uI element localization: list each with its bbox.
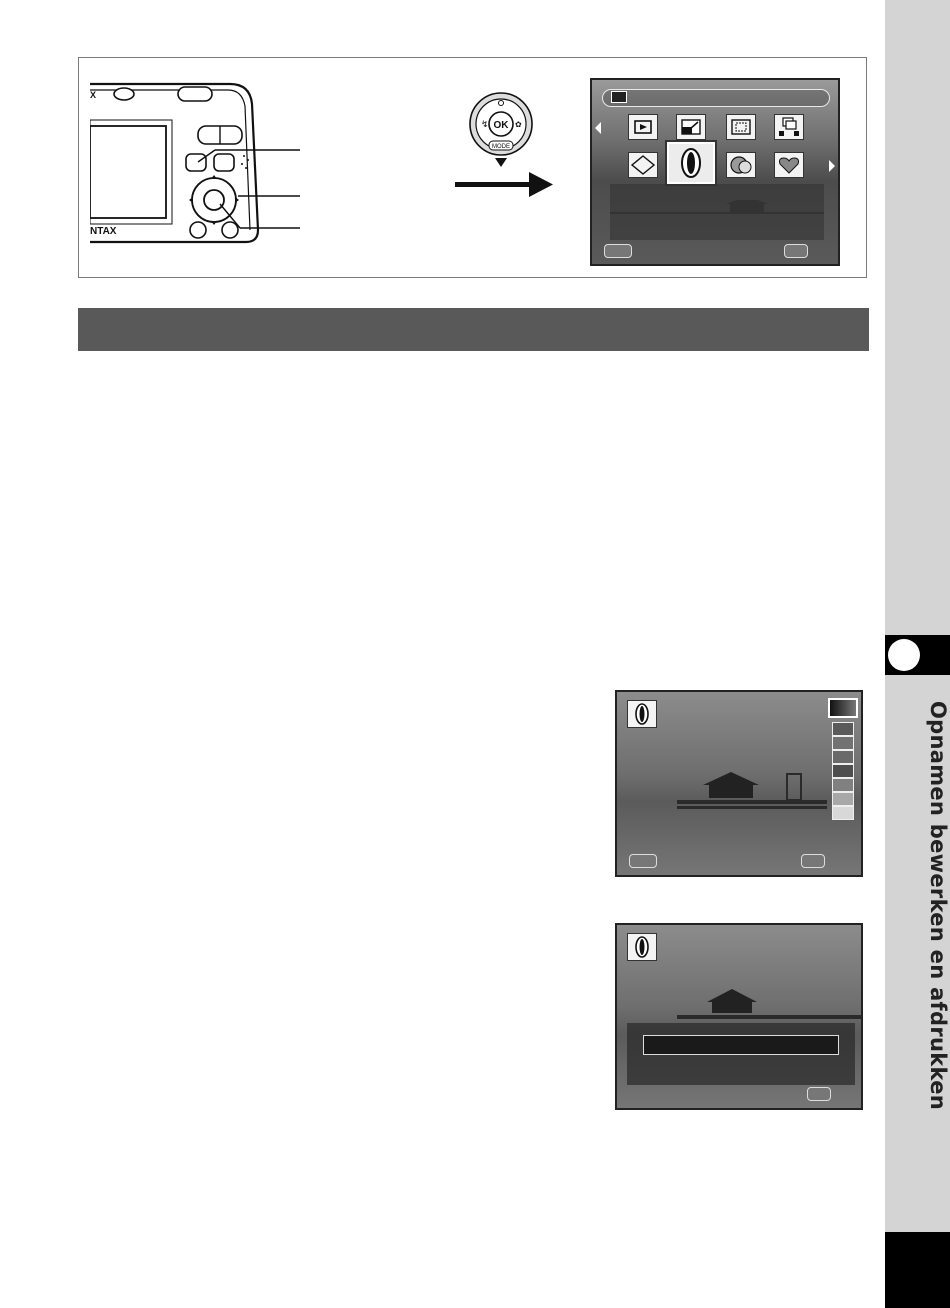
filter-swatch[interactable] [832, 792, 854, 806]
menu-softkey[interactable] [604, 244, 632, 258]
menu-softkey[interactable] [629, 854, 657, 868]
ok-label: OK [493, 120, 509, 131]
filter-swatch[interactable] [832, 736, 854, 750]
digital-filter-icon [627, 933, 657, 961]
digital-filter-icon[interactable] [667, 142, 715, 184]
arrow-right-icon [455, 170, 555, 200]
confirm-option-field[interactable] [643, 1035, 839, 1055]
scroll-left-icon[interactable] [595, 122, 603, 134]
menu-tab-bar [602, 89, 830, 107]
ok-softkey[interactable] [807, 1087, 831, 1101]
brand-fragment-bottom: NTAX [90, 226, 117, 237]
filter-swatch-bw[interactable] [828, 698, 858, 718]
filter-select-screen [615, 690, 863, 877]
filter-swatch[interactable] [832, 750, 854, 764]
brand-fragment-top: X [90, 90, 97, 100]
camera-back-illustration [90, 80, 320, 250]
background-pier-silhouette [610, 200, 824, 240]
ok-softkey[interactable] [801, 854, 825, 868]
section-header-bar [78, 308, 869, 351]
digital-filter-icon [627, 700, 657, 728]
four-way-controller-icon [468, 92, 534, 168]
ok-softkey[interactable] [784, 244, 808, 258]
filter-swatch[interactable] [832, 722, 854, 736]
filter-swatch[interactable] [832, 764, 854, 778]
chapter-title: Opnamen bewerken en afdrukken [926, 700, 950, 1110]
filter-swatch[interactable] [832, 778, 854, 792]
frame-heart-icon[interactable] [774, 152, 804, 178]
scroll-right-icon[interactable] [829, 160, 837, 172]
trimming-icon[interactable] [726, 114, 756, 140]
resize-icon[interactable] [676, 114, 706, 140]
image-copy-icon[interactable] [774, 114, 804, 140]
pier-silhouette [617, 772, 863, 832]
save-confirm-screen [615, 923, 863, 1110]
playback-menu-screen [590, 78, 840, 266]
play-icon [611, 91, 627, 103]
svg-text:↯: ↯ [481, 120, 489, 130]
slideshow-icon[interactable] [628, 114, 658, 140]
chapter-number-circle [888, 639, 920, 671]
mode-label: MODE [492, 144, 510, 150]
color-filter-icon[interactable] [726, 152, 756, 178]
rotate-icon[interactable] [628, 152, 658, 178]
page-number-block [885, 1232, 950, 1308]
svg-text:✿: ✿ [515, 120, 522, 129]
filter-swatch[interactable] [832, 806, 854, 820]
chapter-marker [885, 635, 950, 675]
